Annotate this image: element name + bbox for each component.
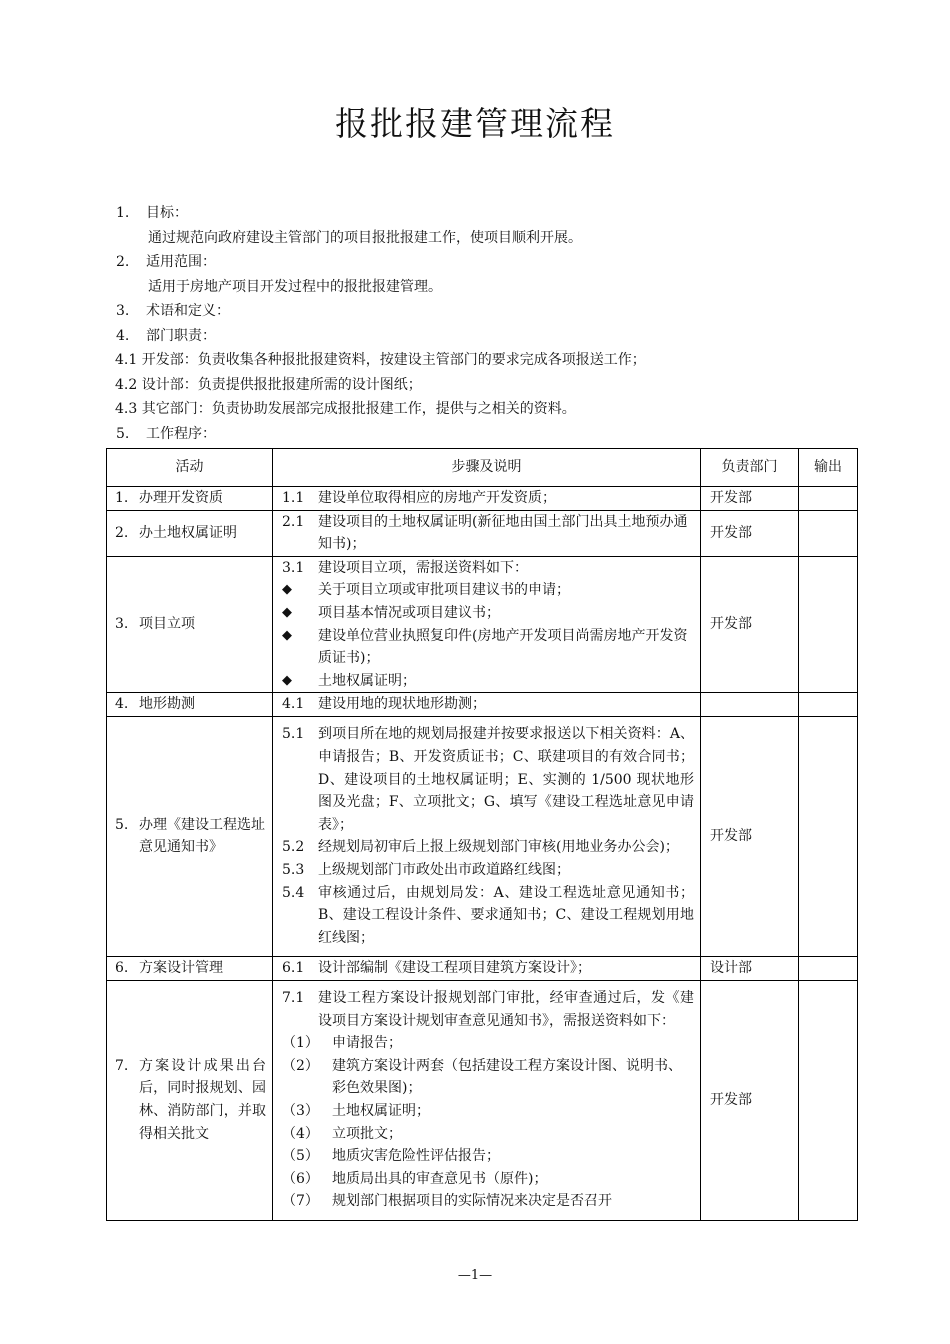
- activity-name: 办理《建设工程选址意见通知书》: [139, 816, 265, 856]
- activity-cell: [107, 556, 273, 693]
- section-number: 5.: [116, 425, 130, 442]
- activity-number: 6.: [115, 959, 129, 976]
- step-text: 经规划局初审后上报上级规划部门审核(用地业务办公会)；: [318, 839, 679, 856]
- dept-cell: 设计部: [701, 956, 799, 980]
- output-cell: [799, 716, 858, 956]
- item-number: （3）: [282, 1103, 319, 1120]
- page-number: —1—: [457, 1268, 493, 1283]
- steps-cell: [273, 716, 701, 956]
- table-row: [107, 956, 858, 980]
- step-number: 5.1: [282, 726, 305, 743]
- output-cell: [799, 956, 858, 980]
- activity-number: 5.: [115, 816, 129, 833]
- document-title: 报批报建管理流程: [335, 104, 615, 143]
- item-text: 建筑方案设计两套（包括建设工程方案设计图、说明书、彩色效果图)；: [332, 1057, 682, 1097]
- activity-name: 方案设计管理: [139, 959, 223, 976]
- header-steps: 步骤及说明: [273, 449, 701, 487]
- activity-name: 方案设计成果出台后，同时报规划、园林、消防部门，并取得相关批文: [139, 1057, 266, 1142]
- step-text: 设计部编制《建设工程项目建筑方案设计》；: [318, 959, 591, 976]
- procedure-table: [106, 448, 858, 1221]
- table-row: [107, 693, 858, 717]
- table-row: [107, 487, 858, 511]
- steps-cell: [273, 956, 701, 980]
- activity-cell: [107, 510, 273, 556]
- step-text: 上级规划部门市政处出市政道路红线图；: [318, 862, 570, 879]
- section-1-text: 通过规范向政府建设主管部门的项目报批报建工作，使项目顺利开展。: [148, 229, 582, 246]
- table-row: [107, 556, 858, 693]
- item-number: （7）: [282, 1193, 319, 1210]
- diamond-bullet-icon: ◆: [282, 582, 292, 598]
- item-number: （6）: [282, 1170, 319, 1187]
- section-label: 部门职责：: [146, 327, 216, 344]
- step-text: 审核通过后，由规划局发：A、建设工程选址意见通知书；B、建设工程设计条件、要求通知书；C、建设工程规划用地红线图；: [318, 884, 694, 946]
- activity-number: 4.: [115, 696, 129, 713]
- step-number: 6.1: [282, 959, 305, 976]
- header-activity: 活动: [107, 449, 273, 487]
- section-2-heading: [116, 250, 856, 275]
- step-number: 4.1: [282, 696, 305, 713]
- dept-cell: 开发部: [701, 716, 799, 956]
- activity-name: 办理开发资质: [139, 490, 223, 506]
- output-cell: [799, 487, 858, 511]
- item-number: （4）: [282, 1125, 319, 1142]
- dept-cell: 开发部: [701, 556, 799, 693]
- section-1-heading: [116, 201, 856, 226]
- diamond-bullet-icon: ◆: [282, 604, 292, 620]
- output-cell: [799, 510, 858, 556]
- header-output: 输出: [799, 449, 858, 487]
- table-row: [107, 716, 858, 956]
- intro-sections: [116, 201, 856, 446]
- section-number: 2.: [116, 254, 130, 270]
- steps-cell: [273, 693, 701, 717]
- section-number: 3.: [116, 303, 130, 319]
- dept-cell: [701, 693, 799, 717]
- step-text: 到项目所在地的规划局报建并按要求报送以下相关资料：A、申请报告；B、开发资质证书；C、联建项目的有效合同书；D、建设项目的土地权属证明；E、实测的 1/500 现状地形图及光盘；F、立项批文；G、填写《建设工程选址意见申请表》；: [318, 726, 694, 833]
- bullet-text: 土地权属证明；: [318, 672, 416, 689]
- item-text: 地质灾害危险性评估报告；: [332, 1148, 500, 1165]
- step-text: 建设用地的现状地形勘测；: [318, 696, 486, 713]
- step-text: 建设工程方案设计报规划部门审批，经审查通过后，发《建设项目方案设计规划审查意见通知书》，需报送资料如下：: [318, 990, 694, 1029]
- steps-cell: [273, 556, 701, 693]
- section-label: 工作程序：: [146, 425, 216, 442]
- section-4-1: 4.1 开发部：负责收集各种报批报建资料，按建设主管部门的要求完成各项报送工作；: [115, 352, 646, 368]
- step-text: 建设项目立项，需报送资料如下：: [318, 559, 528, 576]
- steps-cell: [273, 980, 701, 1220]
- activity-name: 项目立项: [139, 616, 195, 633]
- activity-number: 1.: [115, 490, 129, 506]
- activity-number: 2.: [115, 524, 129, 541]
- step-text: 建设单位取得相应的房地产开发资质；: [318, 490, 556, 506]
- dept-cell: 开发部: [701, 487, 799, 511]
- step-text: 建设项目的土地权属证明(新征地由国土部门出具土地预办通知书)；: [318, 513, 688, 553]
- step-number: 2.1: [282, 513, 305, 530]
- section-number: 4.: [116, 327, 130, 344]
- output-cell: [799, 556, 858, 693]
- steps-cell: [273, 487, 701, 511]
- activity-cell: [107, 980, 273, 1220]
- activity-number: 3.: [115, 616, 129, 633]
- item-number: （5）: [282, 1148, 319, 1165]
- activity-number: 7.: [115, 1057, 129, 1074]
- section-3-heading: [116, 299, 856, 324]
- section-4-heading: [116, 324, 856, 349]
- step-number: 5.4: [282, 884, 305, 901]
- step-number: 3.1: [282, 559, 305, 576]
- item-number: （1）: [282, 1035, 319, 1052]
- activity-cell: [107, 487, 273, 511]
- step-number: 7.1: [282, 990, 305, 1007]
- activity-cell: [107, 956, 273, 980]
- section-4-3: 4.3 其它部门：负责协助发展部完成报批报建工作，提供与之相关的资料。: [115, 401, 576, 417]
- output-cell: [799, 693, 858, 717]
- activity-name: 地形勘测: [139, 696, 195, 713]
- header-dept: 负责部门: [701, 449, 799, 487]
- table-row: [107, 980, 858, 1220]
- diamond-bullet-icon: ◆: [282, 672, 292, 688]
- output-cell: [799, 980, 858, 1220]
- section-4-2: 4.2 设计部：负责提供报批报建所需的设计图纸；: [115, 376, 422, 393]
- diamond-bullet-icon: ◆: [282, 627, 292, 643]
- item-text: 立项批文；: [332, 1125, 402, 1142]
- section-number: 1.: [116, 205, 130, 221]
- item-text: 土地权属证明；: [332, 1103, 430, 1120]
- activity-name: 办土地权属证明: [139, 524, 237, 541]
- dept-cell: 开发部: [701, 980, 799, 1220]
- bullet-text: 关于项目立项或审批项目建议书的申请；: [318, 582, 570, 599]
- item-number: （2）: [282, 1057, 319, 1074]
- table-header-row: [107, 449, 858, 487]
- section-label: 目标：: [146, 205, 188, 221]
- bullet-text: 建设单位营业执照复印件(房地产开发项目尚需房地产开发资质证书)；: [318, 627, 688, 667]
- item-text: 地质局出具的审查意见书（原件)；: [332, 1170, 548, 1187]
- section-5-heading: [116, 422, 856, 447]
- step-number: 5.2: [282, 839, 305, 856]
- step-number: 1.1: [282, 490, 305, 506]
- item-text: 申请报告；: [332, 1035, 402, 1052]
- dept-cell: 开发部: [701, 510, 799, 556]
- activity-cell: [107, 716, 273, 956]
- table-row: [107, 510, 858, 556]
- step-number: 5.3: [282, 862, 305, 879]
- bullet-text: 项目基本情况或项目建议书；: [318, 604, 500, 621]
- item-text: 规划部门根据项目的实际情况来决定是否召开: [332, 1193, 612, 1210]
- section-label: 适用范围：: [146, 254, 216, 270]
- section-2-text: 适用于房地产项目开发过程中的报批报建管理。: [148, 278, 442, 295]
- section-label: 术语和定义：: [146, 303, 230, 319]
- activity-cell: [107, 693, 273, 717]
- steps-cell: [273, 510, 701, 556]
